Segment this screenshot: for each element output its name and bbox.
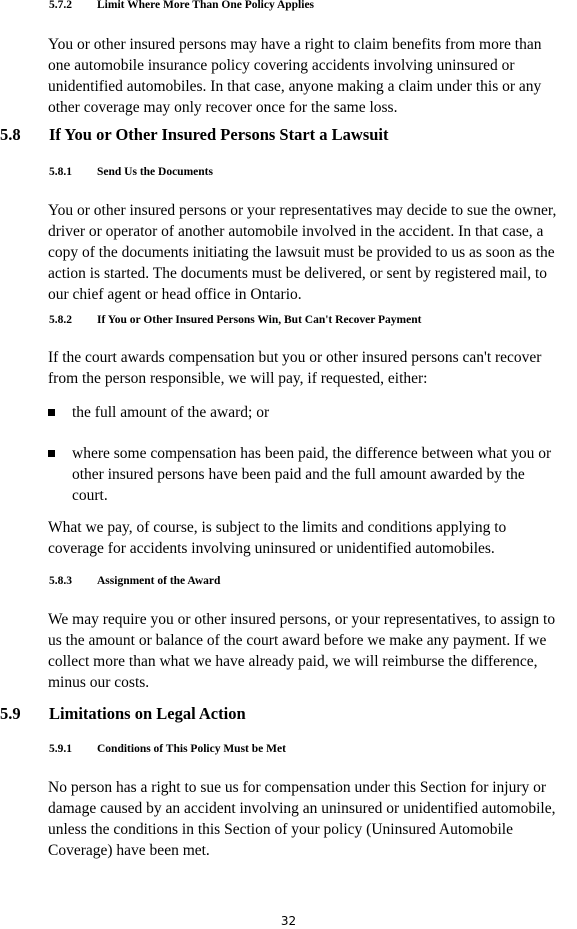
text-line: action is started. The documents must be delivered, or sent by registered mail, to bbox=[48, 265, 548, 282]
heading-5-8-3 bbox=[49, 575, 220, 587]
heading-number: 5.9.1 bbox=[49, 743, 72, 755]
text-line: We may require you or other insured persons, or your representatives, to assign to bbox=[48, 611, 556, 628]
bullet-text: other insured persons have been paid and the full amount awarded by the bbox=[72, 466, 525, 483]
heading-title: If You or Other Insured Persons Start a Lawsuit bbox=[49, 125, 389, 144]
text-line: us the amount or balance of the court award before we make any payment. If we bbox=[48, 632, 547, 649]
bullet-item bbox=[48, 443, 551, 506]
text-line: other coverage may only recover once for the same loss. bbox=[48, 99, 398, 116]
text-line: one automobile insurance policy covering accidents involving uninsured or bbox=[48, 57, 515, 74]
bullet-text: the full amount of the award; or bbox=[72, 404, 270, 421]
square-bullet-icon bbox=[48, 409, 55, 416]
text-line: What we pay, of course, is subject to the limits and conditions applying to bbox=[48, 519, 507, 536]
text-line: unidentified automobiles. In that case, anyone making a claim under this or any bbox=[48, 78, 542, 95]
text-line: coverage for accidents involving uninsured or unidentified automobiles. bbox=[48, 540, 495, 557]
bullet-item bbox=[48, 402, 269, 423]
text-line: driver or operator of another automobile involved in the accident. In that case, a bbox=[48, 223, 544, 240]
page-number: 32 bbox=[280, 914, 297, 928]
heading-title: Assignment of the Award bbox=[97, 575, 221, 587]
paragraph-5-8-3 bbox=[48, 609, 555, 693]
text-line: collect more than what we have already paid, we will reimburse the difference, bbox=[48, 653, 538, 670]
heading-number: 5.9 bbox=[0, 704, 21, 723]
text-line: minus our costs. bbox=[48, 674, 150, 691]
heading-5-9-1 bbox=[49, 743, 286, 755]
heading-number: 5.8 bbox=[0, 125, 21, 144]
heading-title: Send Us the Documents bbox=[97, 166, 213, 178]
text-line: unless the conditions in this Section of your policy (Uninsured Automobile bbox=[48, 821, 513, 838]
paragraph-5-8-2 bbox=[48, 347, 541, 389]
heading-title: Limitations on Legal Action bbox=[49, 704, 246, 723]
bullet-text: where some compensation has been paid, the difference between what you or bbox=[72, 445, 552, 462]
text-line: from the person responsible, we will pay, if requested, either: bbox=[48, 370, 428, 387]
heading-title: Conditions of This Policy Must be Met bbox=[97, 743, 286, 755]
text-line: You or other insured persons may have a right to claim benefits from more than bbox=[48, 36, 542, 53]
text-line: No person has a right to sue us for compensation under this Section for injury or bbox=[48, 779, 547, 796]
heading-title: If You or Other Insured Persons Win, But Can't Recover Payment bbox=[97, 314, 422, 326]
text-line: Coverage) have been met. bbox=[48, 842, 210, 859]
text-line: You or other insured persons or your representatives may decide to sue the owner, bbox=[48, 202, 557, 219]
paragraph-5-7-2 bbox=[48, 34, 541, 118]
bullet-text: court. bbox=[72, 487, 108, 504]
heading-title: Limit Where More Than One Policy Applies bbox=[97, 0, 315, 11]
text-line: If the court awards compensation but you or other insured persons can't recover bbox=[48, 349, 542, 366]
text-line: damage caused by an accident involving an uninsured or unidentified automobile, bbox=[48, 800, 556, 817]
heading-number: 5.8.1 bbox=[49, 166, 72, 178]
heading-number: 5.7.2 bbox=[49, 0, 72, 11]
text-line: our chief agent or head office in Ontario. bbox=[48, 286, 302, 303]
heading-number: 5.8.3 bbox=[49, 575, 72, 587]
heading-number: 5.8.2 bbox=[49, 314, 72, 326]
heading-5-7-2 bbox=[49, 0, 314, 11]
heading-5-8-2 bbox=[49, 314, 421, 326]
heading-5-8 bbox=[0, 125, 389, 145]
paragraph-5-9-1 bbox=[48, 777, 555, 861]
heading-5-8-1 bbox=[49, 166, 213, 178]
paragraph-5-8-2-cont bbox=[48, 517, 506, 559]
square-bullet-icon bbox=[48, 450, 55, 457]
text-line: copy of the documents initiating the lawsuit must be provided to us as soon as the bbox=[48, 244, 555, 261]
paragraph-5-8-1 bbox=[48, 200, 556, 305]
heading-5-9 bbox=[0, 704, 246, 724]
